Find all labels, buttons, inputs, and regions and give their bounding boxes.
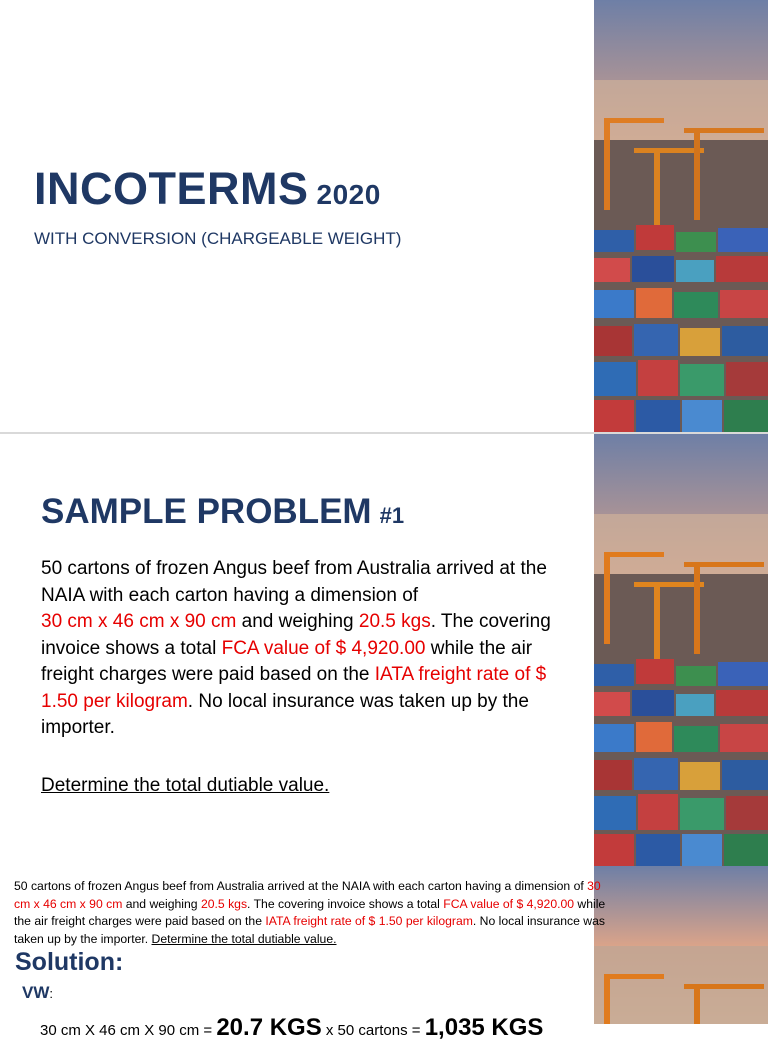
title-year: 2020 [316, 179, 381, 210]
port-photo [594, 866, 768, 1024]
sample-problem-title [41, 492, 404, 532]
problem-number: #1 [379, 503, 405, 528]
problem-text: and weighing [122, 896, 201, 911]
calc-expression: 30 cm X 46 cm X 90 cm = [40, 1022, 213, 1039]
solution-heading: Solution: [15, 948, 124, 976]
iata-highlight: IATA freight rate of $ 1.50 per kilogram [265, 914, 473, 928]
problem-text: . No local insurance was taken up by the importer. [14, 914, 605, 946]
weight-highlight: 20.5 kgs [200, 896, 248, 911]
problem-text: while the air freight charges were paid based on the [41, 637, 533, 685]
problem-text: . No local insurance was taken up by the importer. [41, 690, 529, 738]
fca-highlight: FCA value of $ 4,920.00 [443, 896, 575, 911]
problem-statement [41, 556, 566, 742]
calc-result-1: 20.7 KGS [216, 1014, 322, 1041]
port-photo-graphic [594, 434, 768, 866]
problem-text: while the air freight charges were paid based on the [14, 896, 606, 928]
slide-title [0, 0, 768, 432]
problem-text: . The covering invoice shows a total [247, 896, 444, 911]
slide-solution [0, 866, 768, 1041]
vw-calculation [40, 1014, 543, 1042]
problem-text: 50 cartons of frozen Angus beef from Australia arrived at the NAIA with each carton having a dimension of [41, 558, 547, 606]
weight-highlight: 20.5 kgs [358, 611, 431, 632]
subtitle: WITH CONVERSION (CHARGEABLE WEIGHT) [34, 229, 402, 248]
problem-text: . The covering invoice shows a total [41, 611, 551, 659]
title-text: SAMPLE PROBLEM [41, 492, 372, 531]
dimension-highlight: 30 cm x 46 cm x 90 cm [41, 611, 237, 632]
fca-highlight: FCA value of $ 4,920.00 [221, 637, 426, 659]
vw-label [22, 983, 53, 1003]
problem-text: 50 cartons of frozen Angus beef from Australia arrived at the NAIA with each carton having a dimension of [14, 879, 588, 893]
port-photo [594, 0, 768, 432]
slide-sample-problem [0, 434, 768, 866]
problem-statement-small [14, 878, 614, 948]
dimension-highlight: 30 cm x 46 cm x 90 cm [14, 879, 601, 911]
calc-multiplier: x 50 cartons = [325, 1022, 421, 1039]
port-photo-graphic [594, 0, 768, 432]
problem-text: and weighing [236, 611, 359, 632]
iata-highlight: IATA freight rate of $ 1.50 per kilogram [41, 664, 547, 712]
vw-text: VW [22, 983, 50, 1002]
question-text: Determine the total dutiable value. [41, 775, 330, 796]
question-text: Determine the total dutiable value. [151, 931, 337, 946]
calc-result-2: 1,035 KGS [424, 1014, 544, 1041]
vw-colon: : [49, 986, 54, 1001]
port-photo [594, 434, 768, 866]
port-photo-graphic [594, 866, 768, 1024]
title-text: INCOTERMS [34, 163, 309, 214]
incoterms-title [34, 163, 381, 215]
